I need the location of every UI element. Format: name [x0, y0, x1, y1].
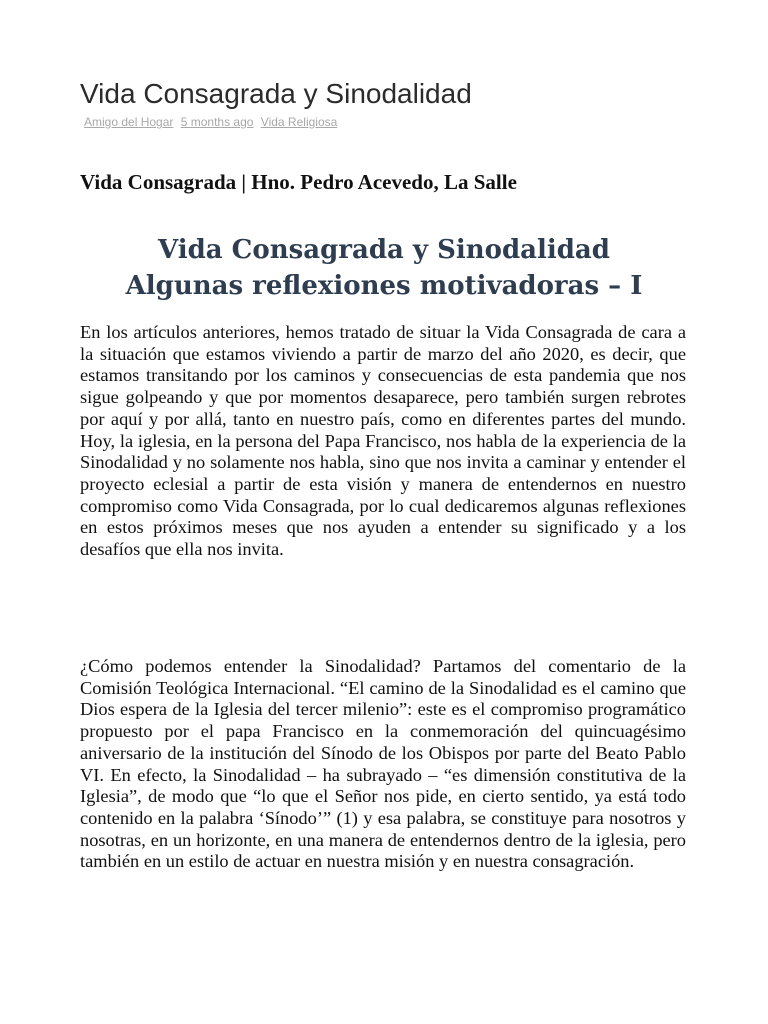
date-link[interactable]: 5 months ago: [180, 115, 254, 129]
body-paragraph-2: ¿Cómo podemos entender la Sinodalidad? Partamos del comentario de la Comisión Teológica Internacional. “El camino de la Sinodalidad es el camino que Dios espera de la Iglesia del tercer milenio”: este es el compromiso programático propuesto por el papa Francisco en la conmemoración del quincuagésimo aniversario de la institución del Sínodo de los Obispos por parte del Beato Pablo VI. En efecto, la Sinodalidad – ha subrayado – “es dimensión constitutiva de la Iglesia”, de modo que “lo que el Señor nos pide, en cierto sentido, ya está todo contenido en la palabra ‘Sínodo’” (1) y esa palabra, se constituye para nosotros y nosotras, en un horizonte, en una manera de entendernos dentro de la iglesia, pero también en un estilo de actuar en nuestra misión y en nuestra consagración.: [80, 656, 686, 872]
post-meta: [84, 114, 341, 130]
article-heading-line2: Algunas reflexiones motivadoras – I: [125, 271, 643, 301]
post-title: Vida Consagrada y Sinodalidad: [80, 78, 472, 109]
article-heading-line1: Vida Consagrada y Sinodalidad: [158, 235, 610, 265]
body-paragraph-1: En los artículos anteriores, hemos tratado de situar la Vida Consagrada de cara a la situación que estamos viviendo a partir de marzo del año 2020, es decir, que estamos transitando por los caminos y consecuencias de esta pandemia que nos sigue golpeando y que por momentos desaparece, pero también surgen rebrotes por aquí y por allá, tanto en nuestro país, como en diferentes partes del mundo. Hoy, la iglesia, en la persona del Papa Francisco, nos habla de la experiencia de la Sinodalidad y no solamente nos habla, sino que nos invita a caminar y entender el proyecto eclesial a partir de esta visión y manera de entendernos en nuestro compromiso como Vida Consagrada, por lo cual dedicaremos algunas reflexiones en estos próximos meses que nos ayuden a entender su significado y a los desafíos que ella nos invita.: [80, 322, 686, 560]
author-link[interactable]: Amigo del Hogar: [84, 115, 174, 129]
article-byline: Vida Consagrada | Hno. Pedro Acevedo, La Salle: [80, 170, 517, 194]
article-heading: [60, 232, 708, 304]
category-link[interactable]: Vida Religiosa: [260, 115, 338, 129]
